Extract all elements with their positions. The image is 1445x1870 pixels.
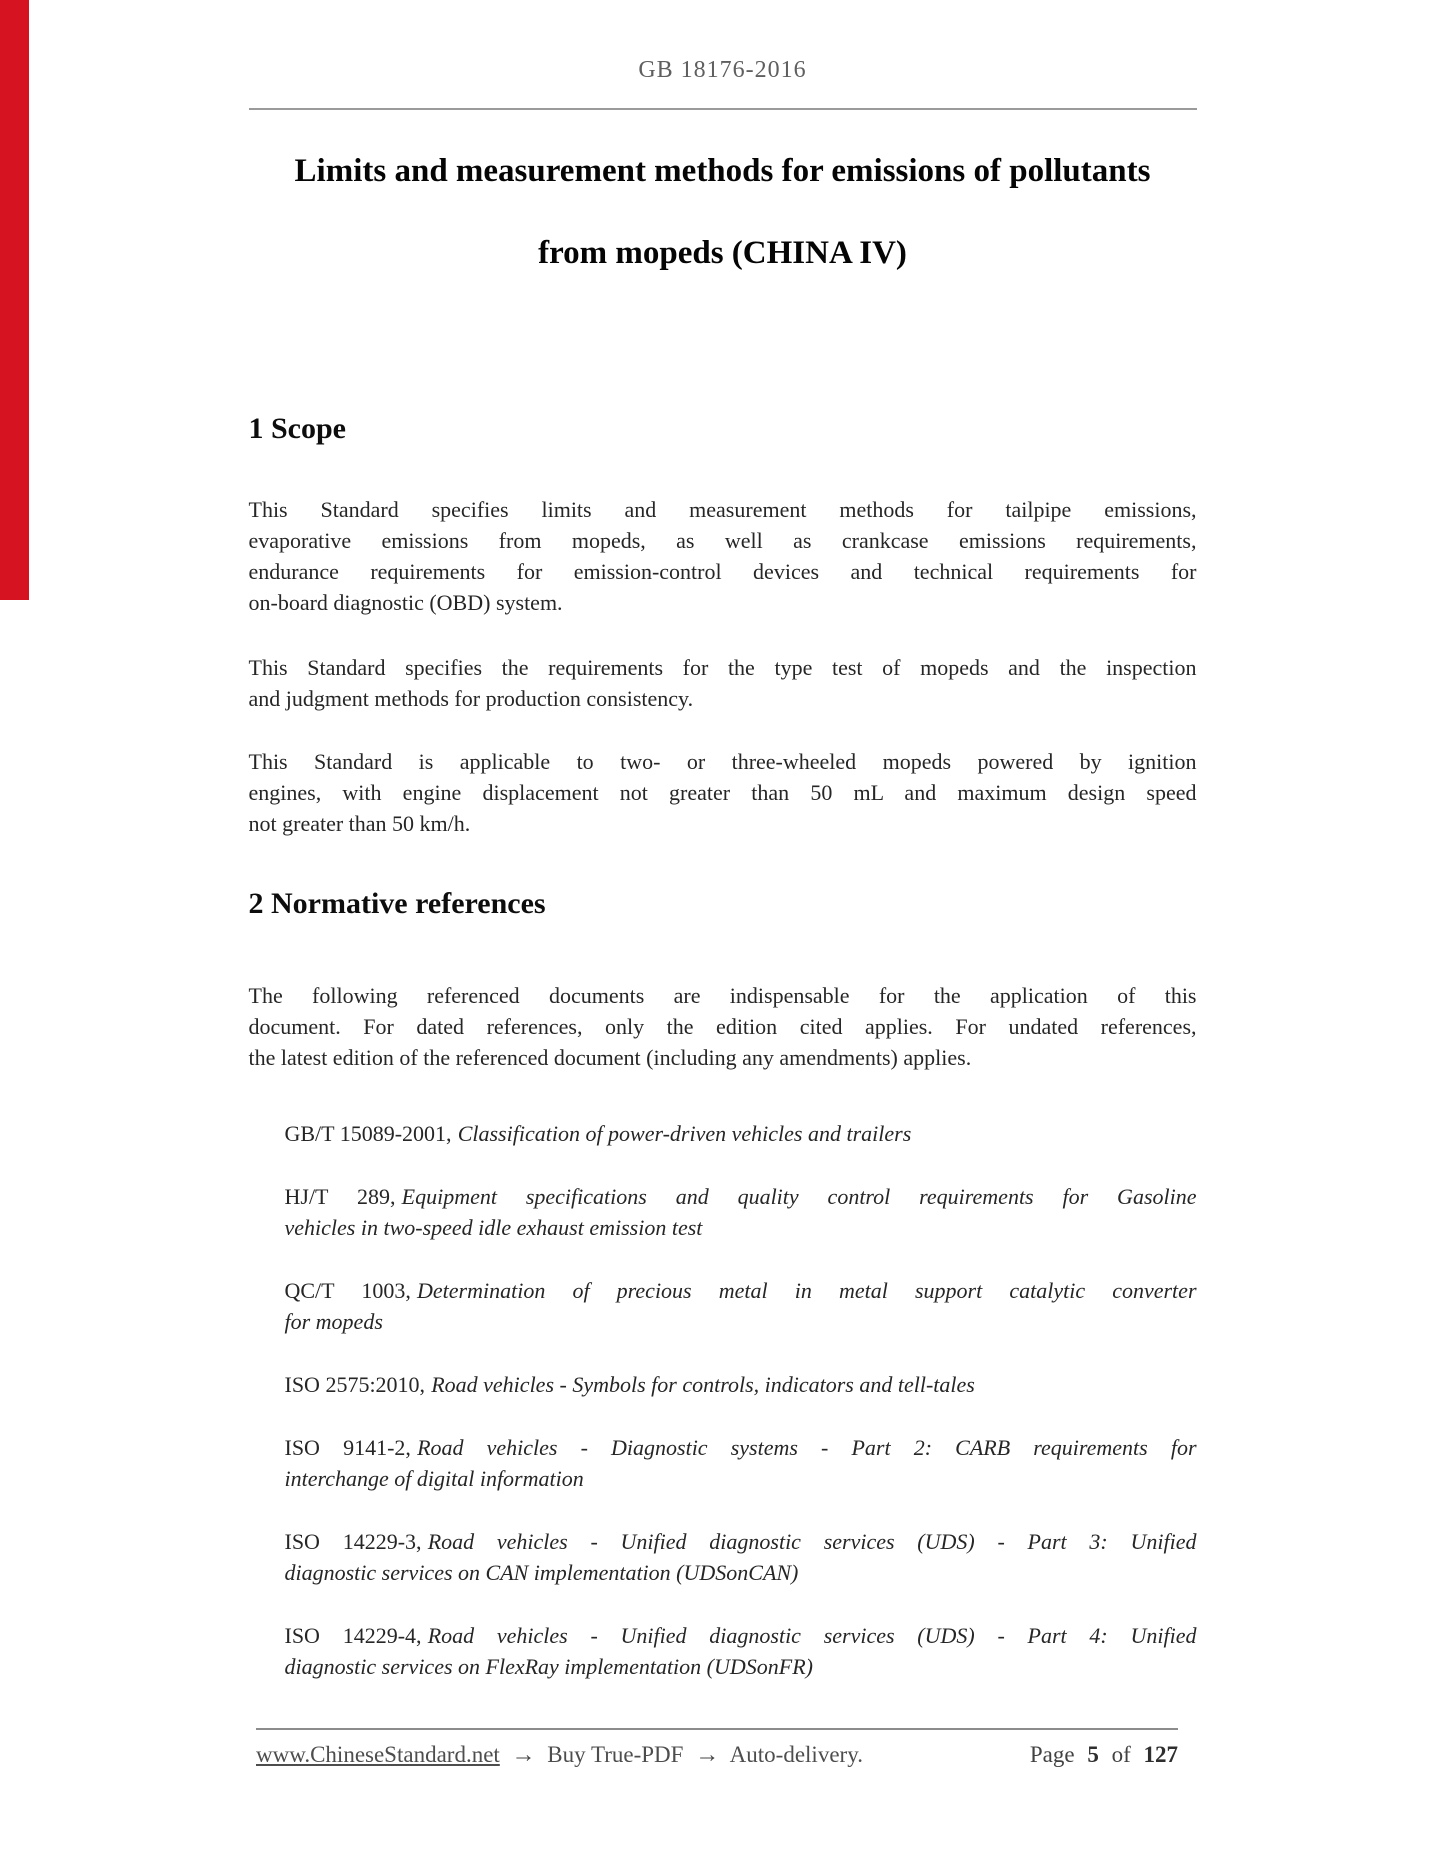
footer-left: [256, 1742, 863, 1769]
document-title: [249, 150, 1197, 274]
text-line: [285, 1432, 1197, 1463]
section-heading-scope: 1 Scope: [248, 412, 346, 445]
reference-title: Equipment specifications and quality control requirements for Gasoline: [401, 1184, 1197, 1209]
text-line: for mopeds: [284, 1309, 383, 1334]
reference-code: ISO 9141-2,: [284, 1435, 411, 1460]
scope-paragraph-3: [249, 746, 1197, 839]
text-line: diagnostic services on FlexRay implementation (UDSonFR): [284, 1654, 813, 1679]
of-label: of: [1111, 1742, 1131, 1767]
text-line: vehicles in two-speed idle exhaust emission test: [284, 1215, 703, 1240]
reference-item: [285, 1526, 1197, 1588]
reference-title: Determination of precious metal in metal support catalytic converter: [417, 1278, 1197, 1303]
reference-title: Road vehicles - Diagnostic systems - Part 2: CARB requirements for: [417, 1435, 1197, 1460]
arrow-right-icon: →: [695, 1742, 720, 1768]
text-line: and judgment methods for production consistency.: [248, 686, 694, 711]
text-line: document. For dated references, only the edition cited applies. For undated references,: [248, 1014, 1197, 1039]
current-page-number: 5: [1087, 1742, 1099, 1767]
page-footer: [256, 1728, 1178, 1769]
reference-item: [285, 1181, 1197, 1243]
text-line: endurance requirements for emission-control devices and technical requirements for: [248, 559, 1197, 584]
text-line: [285, 1526, 1197, 1557]
text-line: engines, with engine displacement not greater than 50 mL and maximum design speed: [248, 780, 1197, 805]
text-line: [285, 1181, 1197, 1212]
text-line: evaporative emissions from mopeds, as well as crankcase emissions requirements,: [248, 528, 1197, 553]
page-header: [0, 0, 1445, 110]
page-label: Page: [1029, 1742, 1075, 1767]
text-line: interchange of digital information: [284, 1466, 584, 1491]
page-content: [249, 150, 1197, 1682]
reference-list: [249, 1118, 1197, 1682]
reference-code: QC/T 1003,: [284, 1278, 411, 1303]
auto-delivery-label: Auto-delivery.: [729, 1742, 863, 1767]
text-line: not greater than 50 km/h.: [248, 811, 471, 836]
arrow-right-icon: →: [511, 1742, 536, 1768]
reference-item: [285, 1369, 1197, 1400]
reference-item: [285, 1432, 1197, 1494]
section-heading-normative-references: 2 Normative references: [248, 887, 546, 920]
red-edge-bar: [0, 0, 29, 600]
text-line: diagnostic services on CAN implementation (UDSonCAN): [284, 1560, 799, 1585]
reference-code: GB/T 15089-2001,: [284, 1121, 452, 1146]
reference-code: HJ/T 289,: [284, 1184, 396, 1209]
reference-item: [285, 1275, 1197, 1337]
reference-title: Road vehicles - Unified diagnostic services (UDS) - Part 3: Unified: [427, 1529, 1197, 1554]
text-line: [285, 1369, 1197, 1400]
reference-item: [285, 1118, 1197, 1149]
references-intro-paragraph: [249, 980, 1197, 1073]
reference-code: ISO 2575:2010,: [284, 1372, 426, 1397]
title-line-2: from mopeds (CHINA IV): [538, 235, 907, 271]
page-indicator: [1030, 1742, 1178, 1768]
total-page-number: 127: [1143, 1742, 1178, 1767]
reference-code: ISO 14229-3,: [284, 1529, 422, 1554]
text-line: This Standard is applicable to two- or three-wheeled mopeds powered by ignition: [248, 749, 1197, 774]
buy-true-pdf-label: Buy True-PDF: [547, 1742, 684, 1767]
text-line: The following referenced documents are indispensable for the application of this: [248, 983, 1197, 1008]
text-line: [285, 1118, 1197, 1149]
header-rule: [249, 108, 1197, 110]
text-line: on-board diagnostic (OBD) system.: [248, 590, 563, 615]
reference-title: Road vehicles - Unified diagnostic services (UDS) - Part 4: Unified: [427, 1623, 1197, 1648]
text-line: [285, 1620, 1197, 1651]
text-line: the latest edition of the referenced document (including any amendments) applies.: [248, 1045, 972, 1070]
doc-number: GB 18176-2016: [638, 57, 807, 83]
text-line: This Standard specifies the requirements for the type test of mopeds and the inspection: [248, 655, 1197, 680]
scope-paragraph-1: [249, 494, 1197, 618]
reference-title: Classification of power-driven vehicles and trailers: [457, 1121, 912, 1146]
text-line: This Standard specifies limits and measurement methods for tailpipe emissions,: [248, 497, 1197, 522]
site-link[interactable]: www.ChineseStandard.net: [256, 1742, 500, 1767]
reference-title: Road vehicles - Symbols for controls, indicators and tell-tales: [431, 1372, 975, 1397]
text-line: [285, 1275, 1197, 1306]
reference-code: ISO 14229-4,: [284, 1623, 422, 1648]
reference-item: [285, 1620, 1197, 1682]
footer-rule: [256, 1728, 1178, 1730]
title-line-1: Limits and measurement methods for emissions of pollutants: [294, 153, 1151, 189]
scope-paragraph-2: [249, 652, 1197, 714]
